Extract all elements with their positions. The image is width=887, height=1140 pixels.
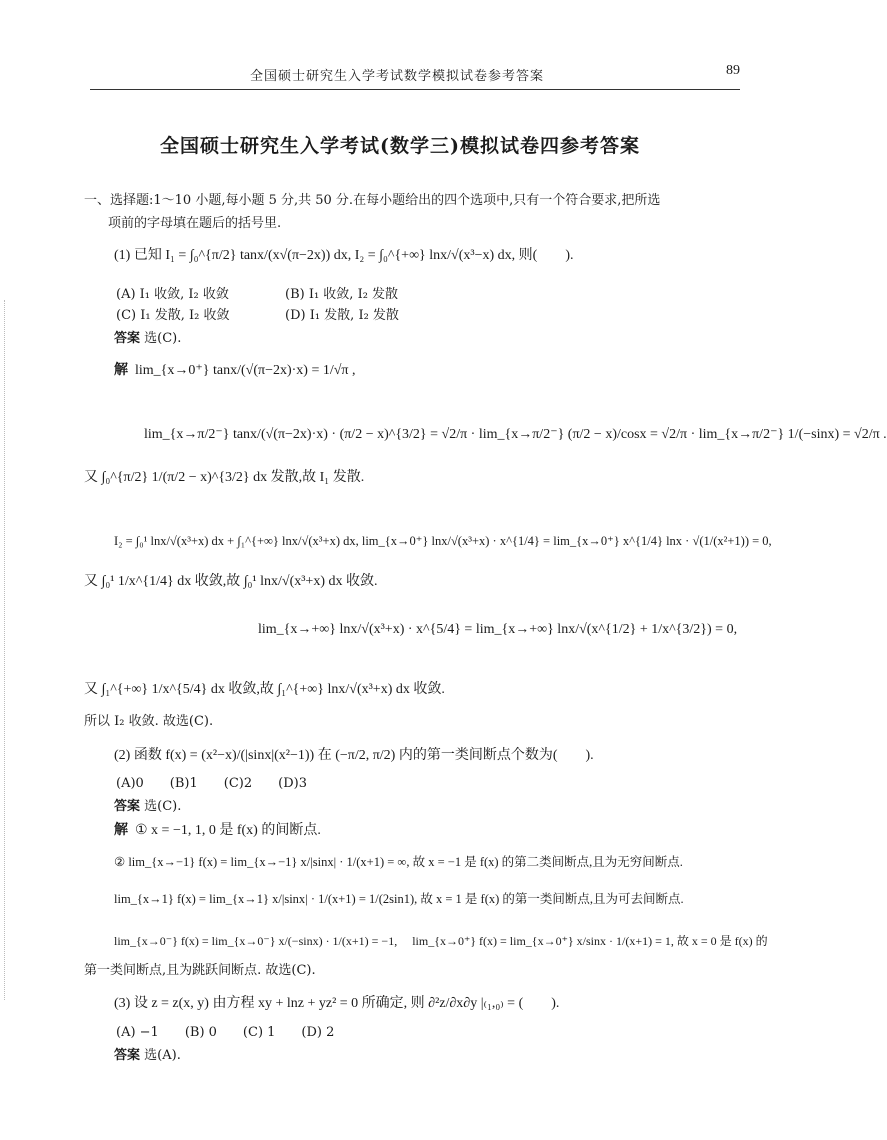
answer-value: 选(A).: [144, 1048, 181, 1063]
q1-solution-line1: [114, 361, 356, 381]
q1-solution-line2: lim_{x→π/2⁻} tanx/(√(π−2x)·x) · (π/2 − x)^{3/2} = √2/π · lim_{x→π/2⁻} (π/2 − x)/cosx = √2/π · lim_{x→π/2⁻} 1/(−sinx) = √2/π .: [144, 427, 887, 442]
solution-formula: ① x = −1, 1, 0 是 f(x) 的间断点.: [135, 823, 321, 838]
q1-solution-line7: 又 ∫₁^{+∞} 1/x^{5/4} dx 收敛,故 ∫₁^{+∞} lnx/√(x³+x) dx 收敛.: [84, 682, 445, 697]
q1-option-a: (A) I₁ 收敛, I₂ 收敛: [116, 287, 229, 302]
answer-label: 答案: [114, 331, 141, 346]
q2-options: (A)0 (B)1 (C)2 (D)3: [116, 776, 307, 791]
q3-answer: [114, 1046, 181, 1066]
document-title: 全国硕士研究生入学考试(数学三)模拟试卷四参考答案: [160, 135, 640, 157]
q2-solution-line2: ② lim_{x→−1} f(x) = lim_{x→−1} x/|sinx| · 1/(x+1) = ∞, 故 x = −1 是 f(x) 的第二类间断点,且为无穷间断点.: [114, 855, 683, 869]
q3-stem: (3) 设 z = z(x, y) 由方程 xy + lnz + yz² = 0 所确定, 则 ∂²z/∂x∂y |₍₁,₀₎ = ( ).: [114, 996, 560, 1011]
header-rule: [90, 89, 740, 90]
answer-value: 选(C).: [144, 799, 182, 814]
q1-solution-line5: 又 ∫₀¹ 1/x^{1/4} dx 收敛,故 ∫₀¹ lnx/√(x³+x) dx 收敛.: [84, 574, 378, 589]
running-header: [60, 63, 740, 91]
answer-label: 答案: [114, 799, 141, 814]
q1-option-b: (B) I₁ 收敛, I₂ 发散: [285, 287, 399, 302]
q2-solution-line4: lim_{x→0⁻} f(x) = lim_{x→0⁻} x/(−sinx) · 1/(x+1) = −1, lim_{x→0⁺} f(x) = lim_{x→0⁺} x/sinx · 1/(x+1) = 1, 故 x = 0 是 f(x) 的: [114, 934, 768, 948]
q1-stem: (1) 已知 I₁ = ∫₀^{π/2} tanx/(x√(π−2x)) dx, I₂ = ∫₀^{+∞} lnx/√(x³−x) dx, 则( ).: [114, 248, 574, 263]
binding-margin-dots: [4, 300, 11, 1000]
q1-solution-line4: I₂ = ∫₀¹ lnx/√(x³+x) dx + ∫₁^{+∞} lnx/√(x³+x) dx, lim_{x→0⁺} lnx/√(x³+x) · x^{1/4} = lim_{x→0⁺} x^{1/4} lnx · √(1/(x²+1)) = 0,: [114, 534, 772, 548]
section-heading-line1: 一、选择题:1～10 小题,每小题 5 分,共 50 分.在每小题给出的四个选项中,只有一个符合要求,把所选: [84, 193, 661, 208]
header-title: 全国硕士研究生入学考试数学模拟试卷参考答案: [250, 69, 545, 84]
q1-answer: [114, 329, 181, 349]
q1-option-d: (D) I₁ 发散, I₂ 发散: [285, 308, 399, 323]
answer-value: 选(C).: [144, 331, 182, 346]
page-number: 89: [726, 63, 740, 78]
q1-option-c: (C) I₁ 发散, I₂ 收敛: [116, 308, 230, 323]
solution-formula: lim_{x→0⁺} tanx/(√(π−2x)·x) = 1/√π ,: [135, 363, 356, 378]
solution-label: 解: [114, 823, 128, 838]
answer-label: 答案: [114, 1048, 141, 1063]
q2-solution-line1: [114, 821, 321, 841]
q2-solution-line3: lim_{x→1} f(x) = lim_{x→1} x/|sinx| · 1/(x+1) = 1/(2sin1), 故 x = 1 是 f(x) 的第一类间断点,且为可去间断点.: [114, 892, 684, 906]
q2-solution-line5: 第一类间断点,且为跳跃间断点. 故选(C).: [84, 963, 316, 978]
q2-stem: (2) 函数 f(x) = (x²−x)/(|sinx|(x²−1)) 在 (−π/2, π/2) 内的第一类间断点个数为( ).: [114, 748, 594, 763]
q1-solution-line8: 所以 I₂ 收敛. 故选(C).: [84, 714, 214, 729]
q1-solution-line6: lim_{x→+∞} lnx/√(x³+x) · x^{5/4} = lim_{x→+∞} lnx/√(x^{1/2} + 1/x^{3/2}) = 0,: [258, 622, 738, 637]
section-heading-line2: 项前的字母填在题后的括号里.: [108, 216, 282, 231]
q1-solution-line3: 又 ∫₀^{π/2} 1/(π/2 − x)^{3/2} dx 发散,故 I₁ 发散.: [84, 470, 365, 485]
q3-options: (A) −1 (B) 0 (C) 1 (D) 2: [116, 1025, 335, 1040]
solution-label: 解: [114, 363, 128, 378]
q2-answer: [114, 797, 181, 817]
